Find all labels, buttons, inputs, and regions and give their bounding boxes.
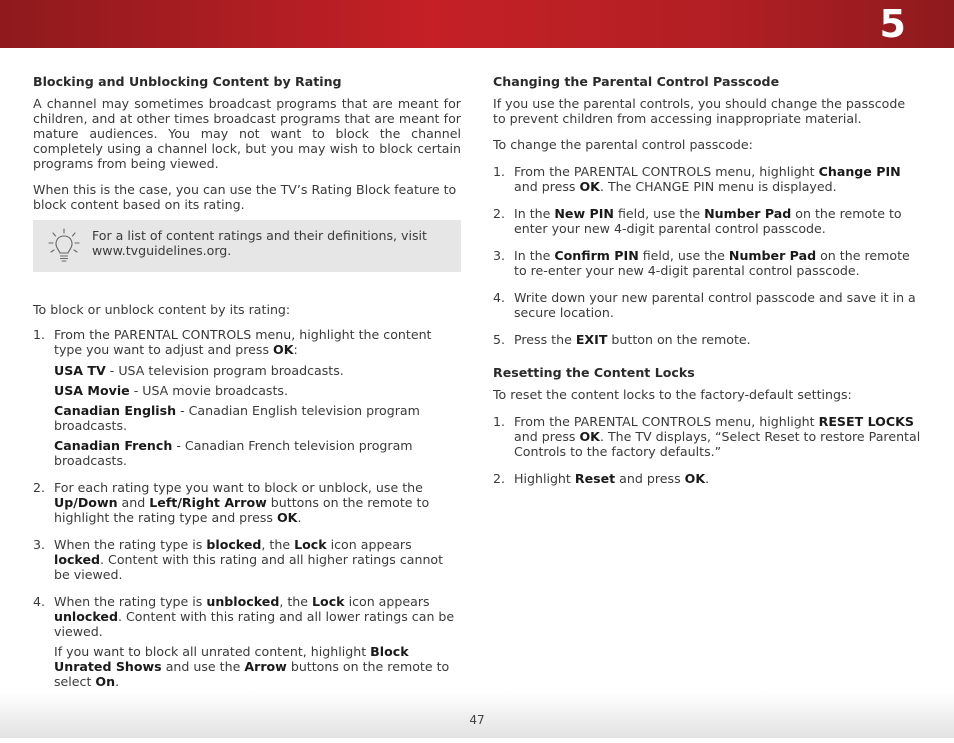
left-column (33, 74, 461, 743)
lightbulb-icon (47, 227, 81, 265)
page-number: 47 (469, 713, 485, 727)
chapter-number: 5 (879, 2, 906, 46)
section-heading-reset-locks: Resetting the Content Locks (493, 365, 695, 380)
list-item: 4. When the rating type is unblocked, the Lock icon appears unlocked. Content with this rating and all lower ratings can be viewed. If you want to block all unrated content, highlight Block Unrated Shows and use the Arrow buttons on the remote to select On. (33, 594, 461, 689)
guidelines-link: www.tvguidelines.org. (92, 243, 232, 258)
content-type-item: USA TV - USA television program broadcasts. (54, 363, 344, 378)
right-column (493, 74, 921, 498)
list-item: 1. From the PARENTAL CONTROLS menu, highlight Change PIN and press OK. The CHANGE PIN menu is displayed. (493, 164, 901, 194)
paragraph: When this is the case, you can use the TV’s Rating Block feature to block content based on its rating. (33, 182, 457, 212)
tip-text: For a list of content ratings and their definitions, visit www.tvguidelines.org. (92, 228, 427, 258)
paragraph: To reset the content locks to the factory-default settings: (493, 387, 852, 402)
paragraph: If you use the parental controls, you should change the passcode to prevent children from accessing inappropriate material. (493, 96, 906, 126)
list-item: 4. Write down your new parental control passcode and save it in a secure location. (493, 290, 916, 320)
content-type-item: Canadian English - Canadian English television program broadcasts. (54, 403, 420, 433)
header-bar (0, 0, 954, 48)
paragraph: To block or unblock content by its rating: (33, 302, 291, 317)
unrated-note: If you want to block all unrated content, highlight Block Unrated Shows and use the Arrow buttons on the remote to select On. (54, 644, 450, 689)
list-item: 3. When the rating type is blocked, the Lock icon appears locked. Content with this rating and all higher ratings cannot be viewed. (33, 537, 444, 582)
section-heading-change-passcode: Changing the Parental Control Passcode (493, 74, 780, 89)
list-item: 2. For each rating type you want to block or unblock, use the Up/Down and Left/Right Arrow buttons on the remote to highlight the rating type and press OK. (33, 480, 430, 525)
paragraph: A channel may sometimes broadcast programs that are meant for children, and at other times broadcast programs that are meant for mature audiences. You may not want to block the channel completely using a channel lock, but you may wish to block certain programs from being viewed. (33, 96, 461, 171)
tip-box (33, 220, 461, 272)
reset-steps (493, 414, 921, 486)
rating-steps (33, 327, 461, 731)
list-item: 1. From the PARENTAL CONTROLS menu, highlight the content type you want to adjust and press OK: USA TV - USA television program broadcasts. USA Movie - USA movie broadcasts. Canadian English - Canadian English television program broadcasts. Canadian French - Canadian French television program broadcasts. (33, 327, 461, 468)
section-heading-rating-block: Blocking and Unblocking Content by Rating (33, 74, 342, 89)
content-type-item: USA Movie - USA movie broadcasts. (54, 383, 288, 398)
list-item: 2. Highlight Reset and press OK. (493, 471, 710, 486)
list-item: 2. In the New PIN field, use the Number Pad on the remote to enter your new 4-digit parental control passcode. (493, 206, 902, 236)
list-item: 3. In the Confirm PIN field, use the Number Pad on the remote to re-enter your new 4-digit parental control passcode. (493, 248, 910, 278)
passcode-steps (493, 164, 921, 347)
list-item: 5. Press the EXIT button on the remote. (493, 332, 751, 347)
paragraph: To change the parental control passcode: (493, 137, 753, 152)
content-type-item: Canadian French - Canadian French television program broadcasts. (54, 438, 413, 468)
list-item: 1. From the PARENTAL CONTROLS menu, highlight RESET LOCKS and press OK. The TV displays, “Select Reset to restore Parental Controls to the factory defaults.” (493, 414, 921, 459)
content-type-list (54, 363, 461, 468)
